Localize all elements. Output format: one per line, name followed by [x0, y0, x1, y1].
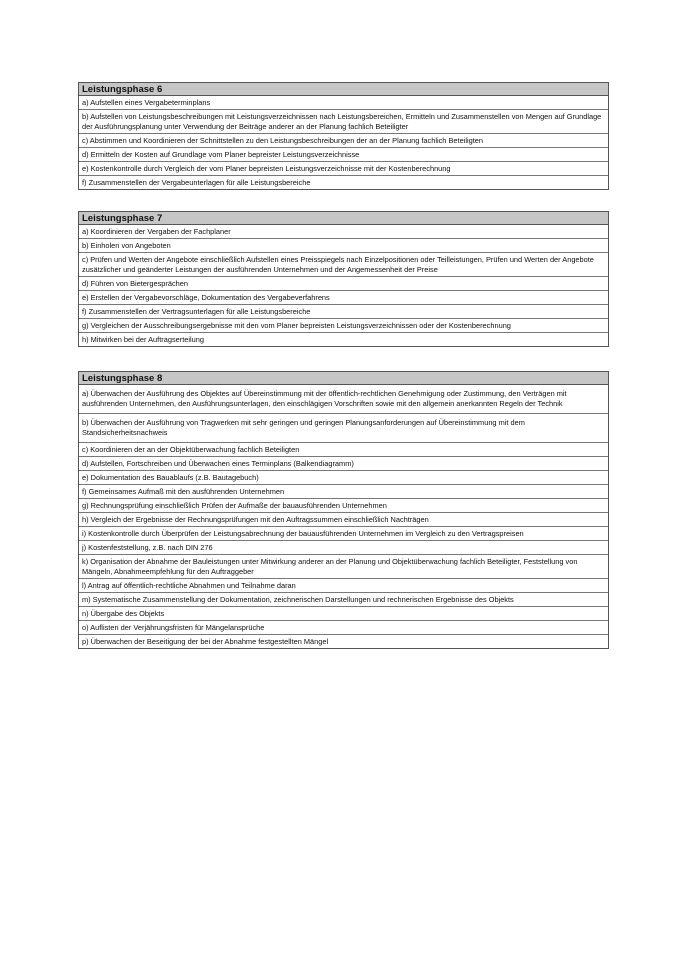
phase-7-table [78, 211, 609, 347]
list-item: a) Überwachen der Ausführung des Objektes auf Übereinstimmung mit der öffentlich-rechtlichen Genehmigung oder Zustimmung, den Verträgen mit ausführenden Unternehmen, den Ausführungsunterlagen, den einschlägigen Vorschriften sowie mit den allgemein anerkannten Regeln der Technik [79, 385, 608, 414]
list-item: c) Koordinieren der an der Objektüberwachung fachlich Beteiligten [79, 443, 608, 457]
list-item: a) Koordinieren der Vergaben der Fachplaner [79, 225, 608, 239]
phase-8-table [78, 371, 609, 649]
list-item: c) Abstimmen und Koordinieren der Schnittstellen zu den Leistungsbeschreibungen der an der Planung fachlich Beteiligten [79, 134, 608, 148]
list-item: h) Vergleich der Ergebnisse der Rechnungsprüfungen mit den Auftragssummen einschließlich Nachträgen [79, 513, 608, 527]
list-item: d) Ermitteln der Kosten auf Grundlage vom Planer bepreister Leistungsverzeichnisse [79, 148, 608, 162]
list-item: e) Erstellen der Vergabevorschläge, Dokumentation des Vergabeverfahrens [79, 291, 608, 305]
list-item: g) Rechnungsprüfung einschließlich Prüfen der Aufmaße der bauausführenden Unternehmen [79, 499, 608, 513]
list-item: j) Kostenfeststellung, z.B. nach DIN 276 [79, 541, 608, 555]
list-item: f) Gemeinsames Aufmaß mit den ausführenden Unternehmen [79, 485, 608, 499]
list-item: g) Vergleichen der Ausschreibungsergebnisse mit den vom Planer bepreisten Leistungsverzeichnissen oder der Kostenberechnung [79, 319, 608, 333]
list-item: f) Zusammenstellen der Vertragsunterlagen für alle Leistungsbereiche [79, 305, 608, 319]
list-item: c) Prüfen und Werten der Angebote einschließlich Aufstellen eines Preisspiegels nach Einzelpositionen oder Teilleistungen, Prüfen und Werten der Angebote zusätzlicher und geänderter Leistungen der ausführenden Unternehmen und der Angemessenheit der Preise [79, 253, 608, 277]
list-item: e) Kostenkontrolle durch Vergleich der vom Planer bepreisten Leistungsverzeichnisse mit der Kostenberechnung [79, 162, 608, 176]
list-item: a) Aufstellen eines Vergabeterminplans [79, 96, 608, 110]
list-item: d) Führen von Bietergesprächen [79, 277, 608, 291]
phase-title: Leistungsphase 7 [79, 212, 608, 225]
list-item: b) Überwachen der Ausführung von Tragwerken mit sehr geringen und geringen Planungsanforderungen auf Übereinstimmung mit dem Standsicherheitsnachweis [79, 414, 608, 443]
list-item: o) Auflisten der Verjährungsfristen für Mängelansprüche [79, 621, 608, 635]
list-item: p) Überwachen der Beseitigung der bei der Abnahme festgestellten Mängel [82, 637, 329, 646]
list-item: b) Einholen von Angeboten [79, 239, 608, 253]
list-item: e) Dokumentation des Bauablaufs (z.B. Bautagebuch) [79, 471, 608, 485]
list-item: k) Organisation der Abnahme der Bauleistungen unter Mitwirkung anderer an der Planung und Objektüberwachung fachlich Beteiligter, Feststellung von Mängeln, Abnahmeempfehlung für den Auftraggeber [79, 555, 608, 579]
list-item: i) Kostenkontrolle durch Überprüfen der Leistungsabrechnung der bauausführenden Unternehmen im Vergleich zu den Vertragspreisen [79, 527, 608, 541]
phase-title: Leistungsphase 8 [79, 372, 608, 385]
list-item: f) Zusammenstellen der Vergabeunterlagen für alle Leistungsbereiche [82, 178, 311, 187]
list-item: m) Systematische Zusammenstellung der Dokumentation, zeichnerischen Darstellungen und rechnerischen Ergebnisse des Objekts [79, 593, 608, 607]
list-item: n) Übergabe des Objekts [79, 607, 608, 621]
list-item: h) Mitwirken bei der Auftragserteilung [82, 335, 205, 344]
list-item: b) Aufstellen von Leistungsbeschreibungen mit Leistungsverzeichnissen nach Leistungsbereichen, Ermitteln und Zusammenstellen von Mengen auf Grundlage der Ausführungsplanung unter Verwendung der Beiträge anderer an der Planung fachlich Beteiligter [79, 110, 608, 134]
phase-6-table [78, 82, 609, 190]
phase-title: Leistungsphase 6 [79, 83, 608, 96]
list-item: l) Antrag auf öffentlich-rechtliche Abnahmen und Teilnahme daran [79, 579, 608, 593]
list-item: d) Aufstellen, Fortschreiben und Überwachen eines Terminplans (Balkendiagramm) [79, 457, 608, 471]
